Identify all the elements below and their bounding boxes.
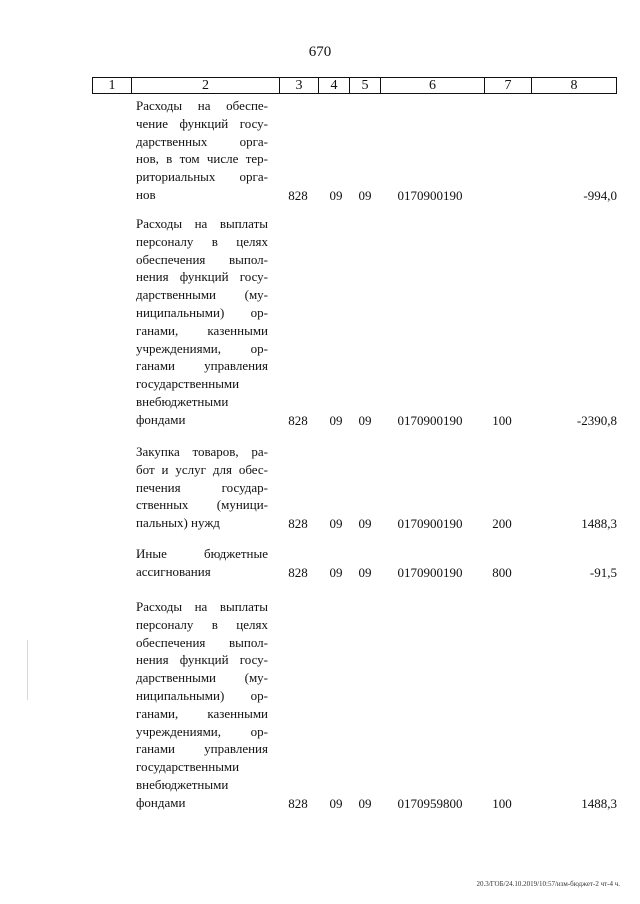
document-footer: 20.3/ГОБ/24.10.2019/10:57/изм-бюджет-2 чт-4 ч. — [476, 880, 620, 888]
description-line: фондами — [136, 411, 186, 427]
description-line: дарственными (му- — [136, 287, 268, 303]
description-line: пальных) нужд — [136, 515, 220, 531]
description-line: нов — [136, 186, 156, 202]
description-line: внебюджетными — [136, 393, 229, 409]
description-line: внебюджетными — [136, 776, 229, 792]
description-line: ганами, казенными — [136, 322, 268, 338]
cell-c3: 828 — [288, 564, 308, 580]
cell-c6: 0170900190 — [397, 188, 463, 203]
page-number: 670 — [308, 44, 332, 60]
cell-c8: 1488,3 — [581, 795, 617, 811]
table-header-row — [92, 77, 617, 94]
cell-c8: -91,5 — [589, 564, 617, 580]
description-line: Закупка товаров, ра- — [136, 444, 268, 459]
cell-c5: 09 — [358, 516, 372, 532]
description-line: персоналу в целях — [136, 616, 268, 632]
cell-c7: 100 — [492, 795, 512, 811]
cell-c4: 09 — [329, 564, 343, 580]
description-line: дарственных орга- — [136, 133, 268, 149]
description-line: ниципальными) ор- — [136, 304, 268, 320]
description-line: Иные бюджетные — [136, 546, 268, 561]
description-line: печения государ- — [136, 479, 268, 495]
cell-c8: -994,0 — [583, 188, 617, 203]
description-line: ственных (муници- — [136, 497, 268, 513]
cell-c7: 800 — [492, 564, 512, 580]
scan-margin-mark — [27, 640, 28, 700]
description-line: Расходы на выплаты — [136, 216, 268, 231]
description-line: государственными — [136, 376, 240, 392]
cell-c4: 09 — [329, 795, 343, 811]
cell-c5: 09 — [358, 188, 372, 203]
column-header-3: 3 — [280, 78, 319, 93]
column-header-8: 8 — [570, 78, 578, 93]
column-header-1: 1 — [93, 78, 132, 93]
row-description — [136, 97, 268, 204]
description-line: Расходы на выплаты — [136, 599, 268, 614]
cell-c7: 100 — [492, 412, 512, 428]
description-line: бот и услуг для обес- — [136, 461, 268, 477]
description-line: учреждениями, ор- — [136, 723, 268, 739]
description-line: ганами, казенными — [136, 705, 268, 721]
cell-c3: 828 — [288, 412, 308, 428]
description-line: государственными — [136, 759, 240, 775]
description-line: чение функций госу- — [136, 115, 268, 131]
cell-c3: 828 — [288, 516, 308, 532]
description-line: учреждениями, ор- — [136, 340, 268, 356]
cell-c8: 1488,3 — [581, 516, 617, 532]
description-line: дарственными (му- — [136, 670, 268, 686]
column-header-6: 6 — [381, 78, 485, 93]
description-line: персоналу в целях — [136, 233, 268, 249]
cell-c7: 200 — [492, 516, 512, 532]
description-line: ганами управления — [136, 741, 268, 757]
description-line: фондами — [136, 794, 186, 810]
cell-c4: 09 — [329, 188, 343, 203]
description-line: нов, в том числе тер- — [136, 151, 268, 167]
column-header-4: 4 — [319, 78, 350, 93]
cell-c8: -2390,8 — [576, 412, 617, 428]
cell-c3: 828 — [288, 188, 308, 203]
description-line: нения функций госу- — [136, 652, 268, 668]
description-line: обеспечения выпол- — [136, 251, 268, 267]
cell-c5: 09 — [358, 412, 372, 428]
cell-c6: 0170900190 — [397, 564, 463, 580]
cell-c4: 09 — [329, 516, 343, 532]
column-header-7: 7 — [485, 78, 532, 93]
description-line: Расходы на обеспе- — [136, 98, 268, 113]
column-header-5: 5 — [350, 78, 381, 93]
column-header-2: 2 — [132, 78, 280, 93]
row-description — [136, 598, 268, 812]
cell-c6: 0170959800 — [397, 795, 463, 811]
row-description — [136, 215, 268, 429]
row-description — [136, 545, 268, 581]
cell-c4: 09 — [329, 412, 343, 428]
cell-c6: 0170900190 — [397, 412, 463, 428]
cell-c3: 828 — [288, 795, 308, 811]
description-line: риториальных орга- — [136, 169, 268, 185]
description-line: ниципальными) ор- — [136, 687, 268, 703]
row-description — [136, 443, 268, 532]
cell-c5: 09 — [358, 795, 372, 811]
description-line: нения функций госу- — [136, 269, 268, 285]
cell-c5: 09 — [358, 564, 372, 580]
description-line: ассигнования — [136, 563, 211, 579]
description-line: обеспечения выпол- — [136, 634, 268, 650]
description-line: ганами управления — [136, 358, 268, 374]
cell-c6: 0170900190 — [397, 516, 463, 532]
